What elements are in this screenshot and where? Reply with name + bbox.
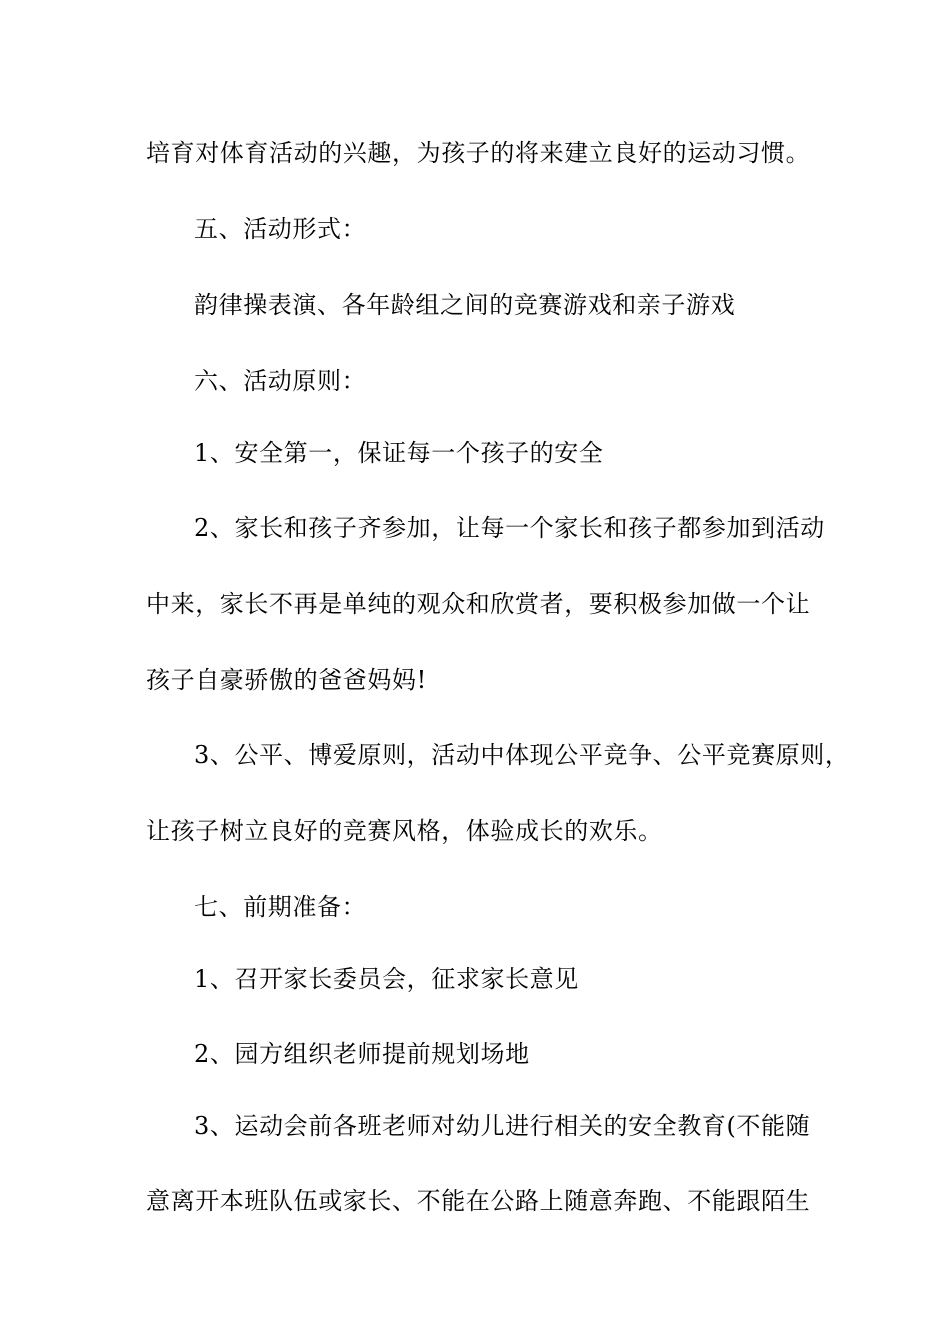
body-text-line: 中来，家长不再是单纯的观众和欣赏者，要积极参加做一个让 xyxy=(146,590,811,618)
list-item-preparation-1: 1、召开家长委员会，征求家长意见 xyxy=(194,965,579,993)
section-heading-activity-principles: 六、活动原则： xyxy=(194,367,367,395)
body-text-line: 韵律操表演、各年龄组之间的竞赛游戏和亲子游戏 xyxy=(194,291,736,319)
list-item-principle-3: 3、公平、博爱原则，活动中体现公平竞争、公平竞赛原则， xyxy=(194,741,850,769)
body-text-line: 让孩子树立良好的竞赛风格，体验成长的欢乐。 xyxy=(146,817,663,845)
list-item-preparation-3: 3、运动会前各班老师对幼儿进行相关的安全教育(不能随 xyxy=(194,1112,811,1140)
section-heading-preparation: 七、前期准备： xyxy=(194,893,367,921)
body-text-line: 培育对体育活动的兴趣，为孩子的将来建立良好的运动习惯。 xyxy=(146,139,811,167)
list-item-principle-1: 1、安全第一，保证每一个孩子的安全 xyxy=(194,439,604,467)
section-heading-activity-form: 五、活动形式： xyxy=(194,215,367,243)
body-text-line: 孩子自豪骄傲的爸爸妈妈! xyxy=(146,666,427,694)
body-text-line: 意离开本班队伍或家长、不能在公路上随意奔跑、不能跟陌生 xyxy=(146,1187,811,1215)
list-item-preparation-2: 2、园方组织老师提前规划场地 xyxy=(194,1040,530,1068)
list-item-principle-2: 2、家长和孩子齐参加，让每一个家长和孩子都参加到活动 xyxy=(194,514,825,542)
